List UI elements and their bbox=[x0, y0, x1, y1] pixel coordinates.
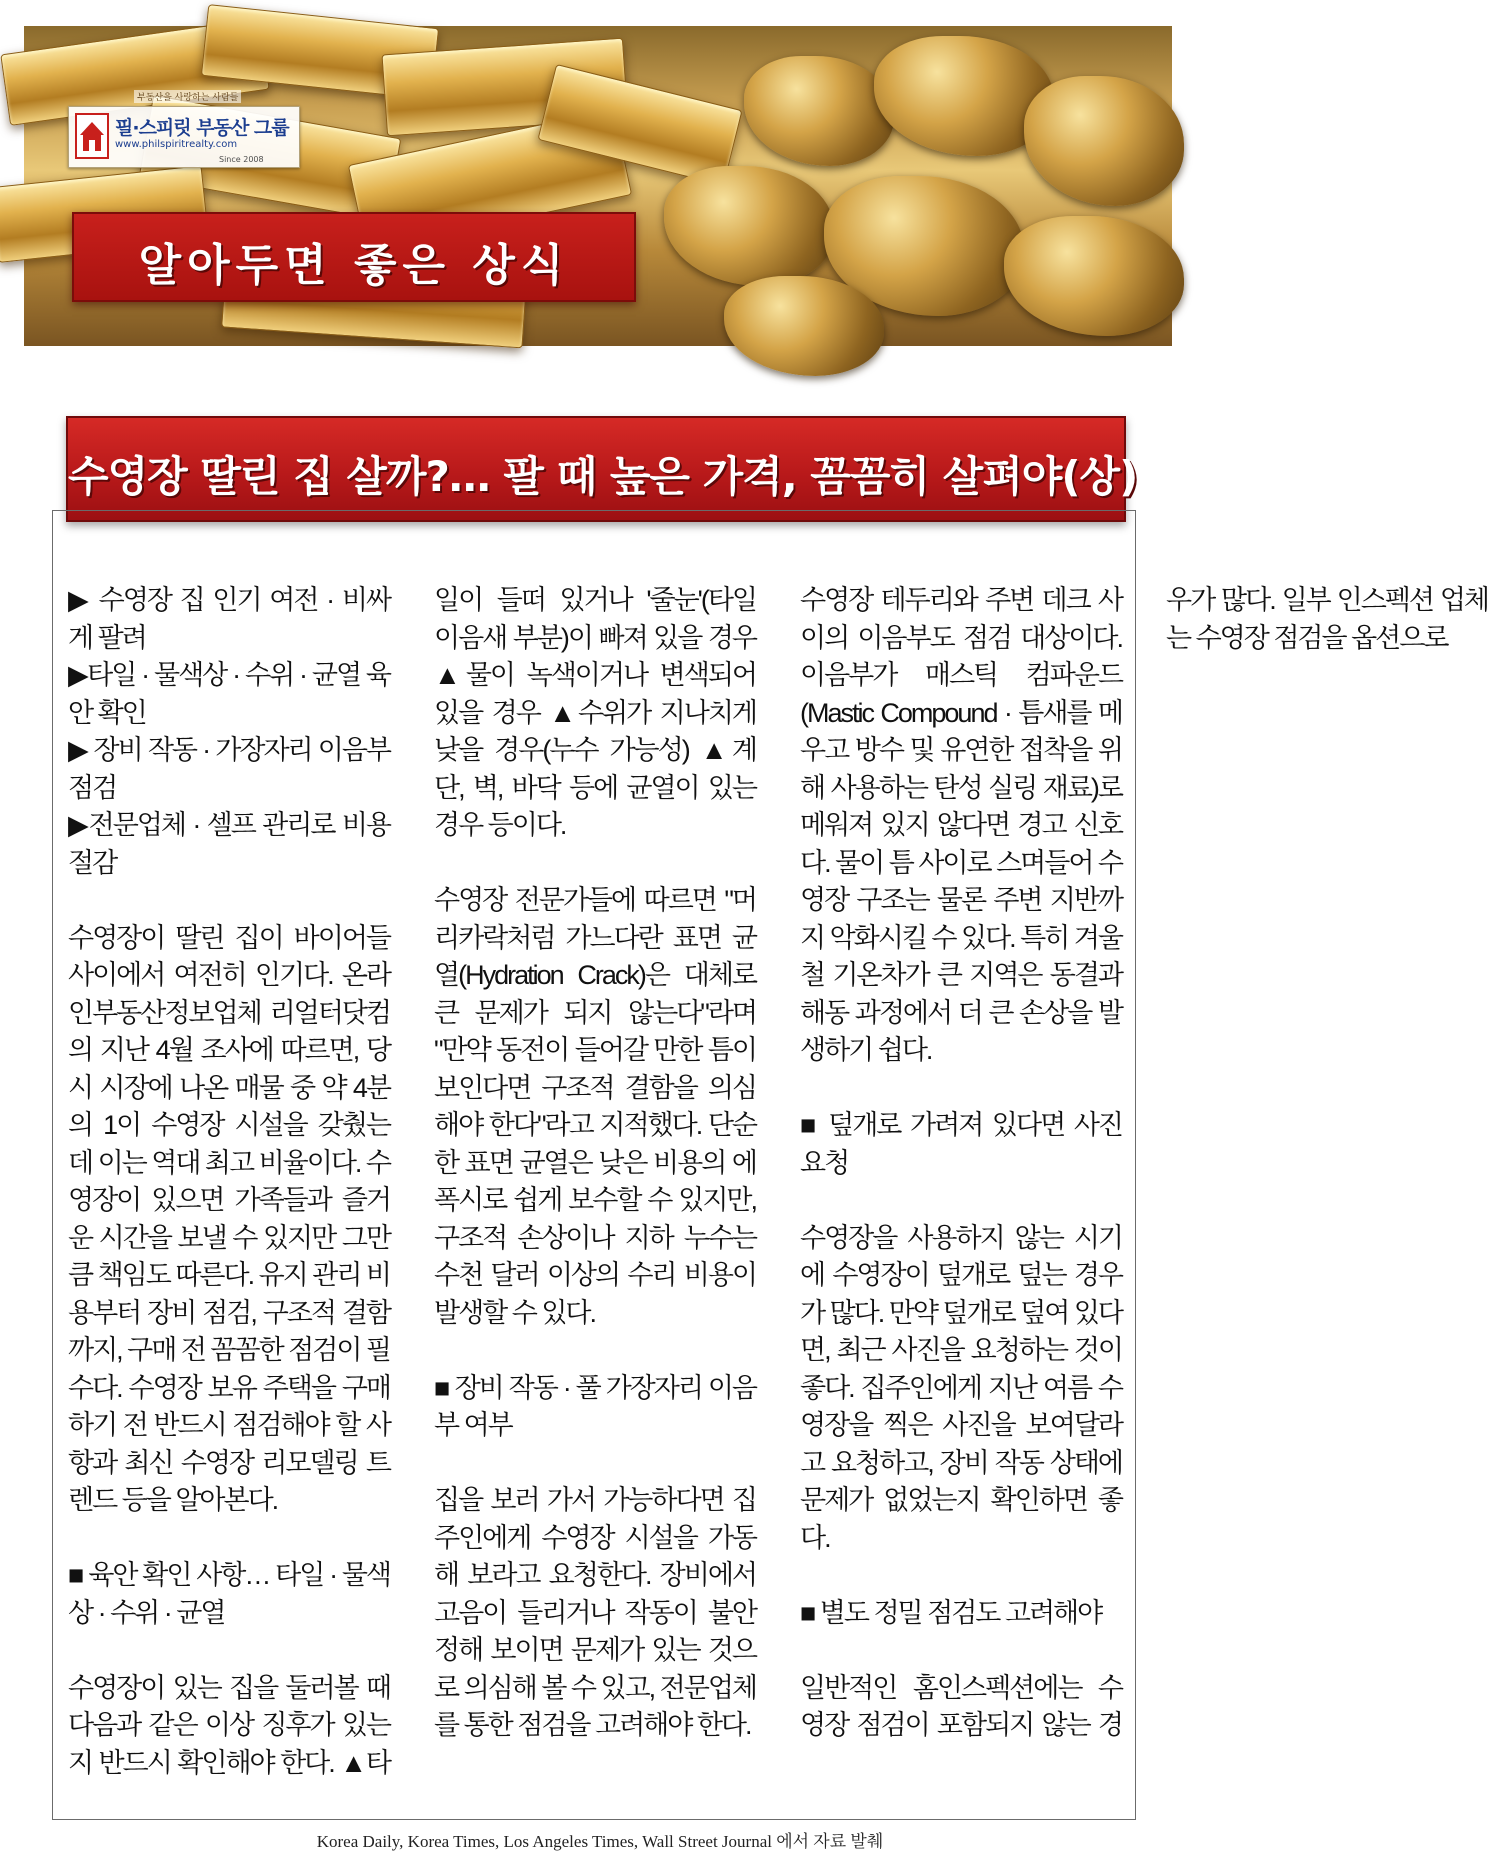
summary-point: ▶전문업체 · 셀프 관리로 비용 절감 bbox=[68, 810, 390, 878]
company-logo bbox=[68, 106, 300, 168]
gold-nugget-image bbox=[1004, 216, 1184, 336]
article-headline: 수영장 딸린 집 살까?… 팔 때 높은 가격, 꼼꼼히 살펴야(상) bbox=[68, 452, 1138, 501]
logo-website: www.philspiritrealty.com bbox=[115, 139, 238, 150]
body-paragraph: 수영장 전문가들에 따르면 "머리카락처럼 가느다란 표면 균열(Hydration Crack)은 대체로 큰 문제가 되지 않는다"라며 "만약 동전이 들어갈 만한 틈이 보인다면 구조적 결함을 의심해야 한다"라고 지적했다. 단순한 표면 균열은 낮은 비용의 에폭시로 쉽게 보수할 수 있지만, 구조적 손상이나 지하 누수는 수천 달러 이상의 수리 비용이 발생할 수 있다. bbox=[434, 885, 756, 1328]
article-body bbox=[68, 582, 1488, 1810]
section-heading: ■ 육안 확인 사항… 타일 · 물색상 · 수위 · 균열 bbox=[68, 1560, 390, 1628]
section-title-box bbox=[72, 212, 636, 302]
logo-tagline: 부동산을 사랑하는 사람들 bbox=[134, 90, 241, 103]
gold-nugget-image bbox=[744, 56, 894, 166]
body-paragraph: 수영장을 사용하지 않는 시기에 수영장이 덮개로 덮는 경우가 많다. 만약 덮개로 덮여 있다면, 최근 사진을 요청하는 것이 좋다. 집주인에게 지난 여름 수영장을 찍은 사진을 보여달라고 요청하고, 장비 작동 상태에 문제가 없었는지 확인하면 좋다. bbox=[800, 1222, 1122, 1553]
header-banner bbox=[24, 26, 1172, 346]
gold-nugget-image bbox=[1024, 76, 1184, 206]
summary-point: ▶ 장비 작동 · 가장자리 이음부 점검 bbox=[68, 735, 390, 803]
summary-point: ▶타일 · 물색상 · 수위 · 균열 육안 확인 bbox=[68, 660, 390, 728]
body-paragraph: 집을 보러 가서 가능하다면 집주인에게 수영장 시설을 가동해 보라고 요청한다. 장비에서 고음이 들리거나 작동이 불안정해 보이면 문제가 있는 것으로 의심해 볼 수 있고, 전문업체를 통한 점검을 고려해야 한다. bbox=[434, 1485, 756, 1740]
section-heading: ■ 덮개로 가려져 있다면 사진 요청 bbox=[800, 1110, 1122, 1178]
body-paragraph: 수영장이 딸린 집이 바이어들 사이에서 여전히 인기다. 온라인부동산정보업체 리얼터닷컴의 지난 4월 조사에 따르면, 당시 시장에 나온 매물 중 약 4분의 1이 수영장 시설을 갖췄는데 이는 역대 최고 비율이다. 수영장이 있으면 가족들과 즐거운 시간을 보낼 수 있지만 그만큼 책임도 따른다. 유지 관리 비용부터 장비 점검, 구조적 결함까지, 구매 전 꼼꼼한 점검이 필수다. 수영장 보유 주택을 구매하기 전 반드시 점검해야 할 사항과 최신 수영장 리모델링 트렌드 등을 알아본다. bbox=[68, 922, 390, 1515]
logo-company-name: 필·스피릿 부동산 그룹 bbox=[115, 117, 289, 139]
headline-box bbox=[66, 416, 1138, 522]
body-paragraph: 일반적인 홈인스펙션에는 수영장 점검이 포함되지 않는 경우가 많다. 일부 인스펙션 업체는 수영장 점검을 옵션으로 bbox=[800, 585, 1488, 1740]
summary-point: ▶ 수영장 집 인기 여전 · 비싸게 팔려 bbox=[68, 585, 390, 653]
section-heading: ■ 별도 정밀 점검도 고려해야 bbox=[800, 1597, 1102, 1628]
house-logo-icon bbox=[75, 113, 109, 159]
body-paragraph: 수영장 테두리와 주변 데크 사이의 이음부도 점검 대상이다. 이음부가 매스틱 컴파운드(Mastic Compound · 틈새를 메우고 방수 및 유연한 접착을 위해 사용하는 탄성 실링 재료)로 메워져 있지 않다면 경고 신호다. 물이 틈 사이로 스며들어 수영장 구조는 물론 주변 지반까지 악화시킬 수 있다. 특히 겨울철 기온차가 큰 지역은 동결과 해동 과정에서 더 큰 손상을 발생하기 쉽다. bbox=[800, 585, 1122, 1065]
logo-since: Since 2008 bbox=[219, 155, 264, 164]
source-credit: Korea Daily, Korea Times, Los Angeles Times, Wall Street Journal 에서 자료 발췌 bbox=[316, 1832, 884, 1851]
gold-nugget-image bbox=[724, 276, 884, 376]
section-title: 알아두면 좋은 상식 bbox=[138, 240, 570, 291]
gold-nugget-image bbox=[664, 166, 834, 286]
section-heading: ■ 장비 작동 · 풀 가장자리 이음부 여부 bbox=[434, 1372, 756, 1440]
body-paragraph: 수영장이 있는 집을 둘러볼 때 다음과 같은 이상 징후가 있는지 반드시 확인해야 한다. ▲타일이 들떠 있거나 '줄눈'(타일 이음새 부분)이 빠져 있을 경우 ▲물이 녹색이거나 변색되어 있을 경우 ▲수위가 지나치게 낮을 경우(누수 가능성) ▲계단, 벽, 바닥 등에 균열이 있는 경우 등이다. bbox=[68, 585, 756, 1778]
